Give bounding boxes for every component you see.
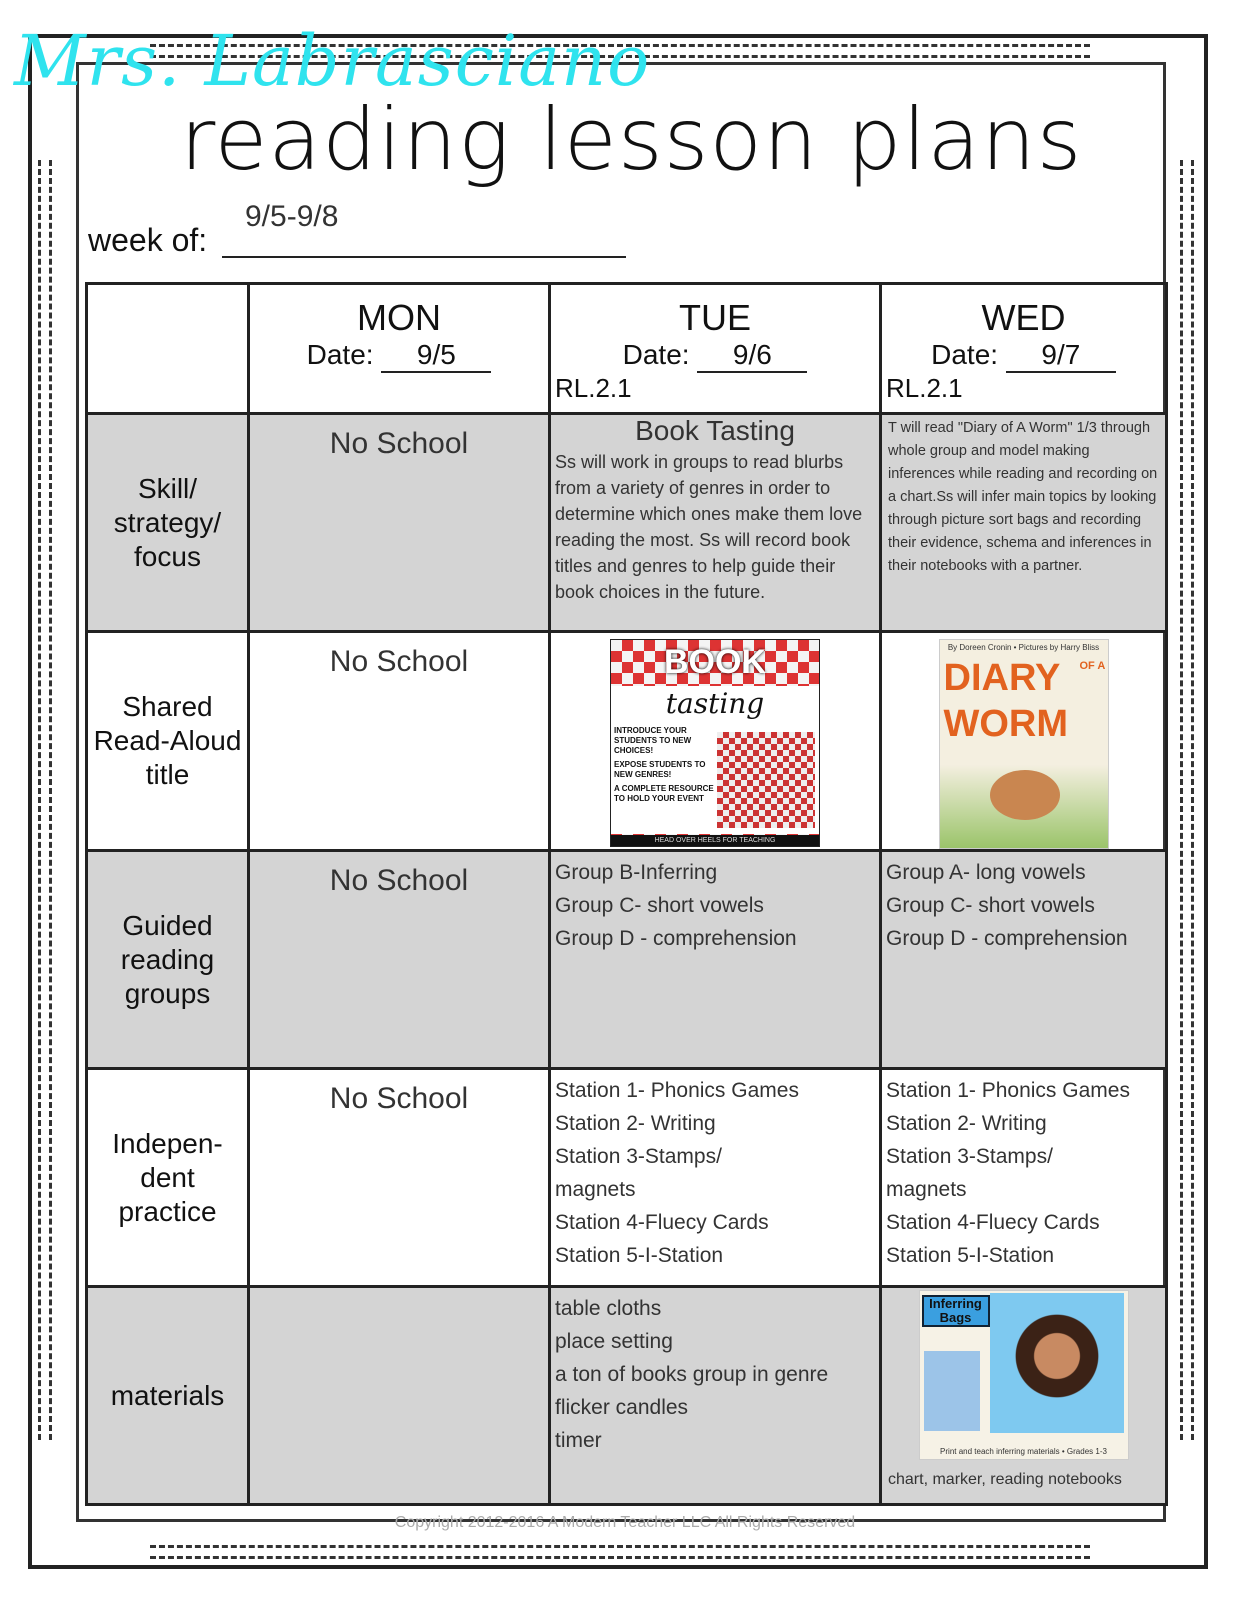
cover-title: BOOK bbox=[664, 643, 766, 681]
week-of-value: 9/5-9/8 bbox=[245, 200, 339, 233]
material-item: table cloths bbox=[555, 1297, 662, 1320]
date-label: Date: bbox=[931, 339, 999, 370]
day-name: WED bbox=[981, 297, 1066, 338]
station-item: Station 5-I-Station bbox=[555, 1244, 724, 1267]
dashed-border-left bbox=[38, 160, 52, 1440]
guided-reading-row bbox=[87, 851, 1167, 1069]
material-item: timer bbox=[555, 1429, 602, 1452]
station-item: Station 1- Phonics Games bbox=[555, 1079, 799, 1102]
materials-row bbox=[87, 1287, 1167, 1505]
material-item: flicker candles bbox=[555, 1396, 689, 1419]
activity-text: Ss will work in groups to read blurbs from a variety of genres in order to determine which ones make them love reading the most. Ss will record book titles and genres to help guide their book choices in the future. bbox=[555, 452, 863, 602]
date-label: Date: bbox=[306, 339, 374, 370]
cover-title: DIARY bbox=[943, 657, 1061, 699]
mon-header bbox=[249, 284, 550, 414]
station-item: Station 3-Stamps/ bbox=[555, 1145, 722, 1168]
wed-header bbox=[881, 284, 1167, 414]
dashed-border-right bbox=[1180, 160, 1194, 1440]
no-school: No School bbox=[329, 427, 469, 460]
cover-line: EXPOSE STUDENTS TO NEW GENRES! bbox=[614, 760, 706, 779]
day-name: TUE bbox=[679, 297, 751, 338]
day-name: MON bbox=[357, 297, 441, 338]
diary-of-a-worm-cover-image bbox=[939, 639, 1109, 849]
week-of-line bbox=[222, 256, 626, 258]
activity-text: T will read "Diary of A Worm" 1/3 through whole group and model making inferences while reading and recording on a chart.Ss will infer main topics by looking through picture sort bags and recording their evidence, schema and inferences in their notebooks with a partner. bbox=[888, 420, 1158, 574]
group-item: Group D - comprehension bbox=[555, 927, 797, 950]
standard: RL.2.1 bbox=[555, 373, 632, 403]
station-item: magnets bbox=[886, 1178, 967, 1201]
no-school: No School bbox=[329, 645, 469, 678]
activity-title: Book Tasting bbox=[635, 415, 795, 446]
material-text: chart, marker, reading notebooks bbox=[888, 1471, 1122, 1488]
row-label: materials bbox=[87, 1287, 249, 1505]
page-title: reading lesson plans bbox=[180, 90, 1083, 190]
corner-cell bbox=[87, 284, 249, 414]
cover-byline: By Doreen Cronin • Pictures by Harry Bliss bbox=[947, 643, 1100, 652]
week-of-label: week of: bbox=[88, 222, 208, 258]
group-item: Group B-Inferring bbox=[555, 861, 718, 884]
station-item: Station 4-Fluecy Cards bbox=[555, 1211, 769, 1234]
group-item: Group A- long vowels bbox=[886, 861, 1086, 884]
station-item: Station 5-I-Station bbox=[886, 1244, 1055, 1267]
row-label: Indepen-dent practice bbox=[87, 1069, 249, 1287]
station-item: magnets bbox=[555, 1178, 636, 1201]
book-tasting-cover-image bbox=[610, 639, 820, 847]
dashed-border-bottom bbox=[150, 1545, 1090, 1559]
no-school: No School bbox=[329, 864, 469, 897]
station-item: Station 2- Writing bbox=[555, 1112, 716, 1135]
standard: RL.2.1 bbox=[886, 373, 963, 403]
shared-read-row bbox=[87, 632, 1167, 851]
mon-materials-cell bbox=[249, 1287, 550, 1505]
group-item: Group D - comprehension bbox=[886, 927, 1128, 950]
copyright: Copyright 2012-2016 A Modern Teacher LLC All Rights Reserved bbox=[394, 1514, 856, 1531]
material-item: place setting bbox=[555, 1330, 673, 1353]
cover-title-of: OF A bbox=[1079, 660, 1106, 672]
date-value: 9/7 bbox=[1006, 339, 1116, 373]
date-value: 9/6 bbox=[697, 339, 807, 373]
cover-title: WORM bbox=[943, 703, 1069, 745]
station-item: Station 3-Stamps/ bbox=[886, 1145, 1053, 1168]
date-label: Date: bbox=[622, 339, 690, 370]
lesson-table bbox=[85, 282, 1168, 1506]
station-item: Station 1- Phonics Games bbox=[886, 1079, 1130, 1102]
skill-row bbox=[87, 414, 1167, 632]
teacher-name: Mrs. Labrasciano bbox=[14, 20, 651, 102]
row-label: Guided reading groups bbox=[87, 851, 249, 1069]
group-item: Group C- short vowels bbox=[555, 894, 764, 917]
row-label: Shared Read-Aloud title bbox=[87, 632, 249, 851]
header-row bbox=[87, 284, 1167, 414]
table-wrapper bbox=[85, 282, 1165, 1532]
tue-header bbox=[550, 284, 881, 414]
independent-practice-row bbox=[87, 1069, 1167, 1287]
cover-footer: HEAD OVER HEELS FOR TEACHING bbox=[611, 835, 819, 846]
material-item: a ton of books group in genre bbox=[555, 1363, 829, 1386]
no-school: No School bbox=[329, 1082, 469, 1115]
cover-title: Inferring Bags bbox=[922, 1295, 990, 1327]
group-item: Group C- short vowels bbox=[886, 894, 1095, 917]
cover-subtitle: tasting bbox=[665, 687, 765, 720]
date-value: 9/5 bbox=[381, 339, 491, 373]
inferring-bags-cover-image bbox=[919, 1290, 1129, 1460]
cover-line: A COMPLETE RESOURCE TO HOLD YOUR EVENT bbox=[614, 784, 714, 803]
station-item: Station 4-Fluecy Cards bbox=[886, 1211, 1100, 1234]
cover-footer: Print and teach inferring materials • Grades 1-3 bbox=[940, 1447, 1107, 1456]
cover-line: INTRODUCE YOUR STUDENTS TO NEW CHOICES! bbox=[614, 726, 692, 755]
station-item: Station 2- Writing bbox=[886, 1112, 1047, 1135]
row-label: Skill/ strategy/ focus bbox=[87, 414, 249, 632]
